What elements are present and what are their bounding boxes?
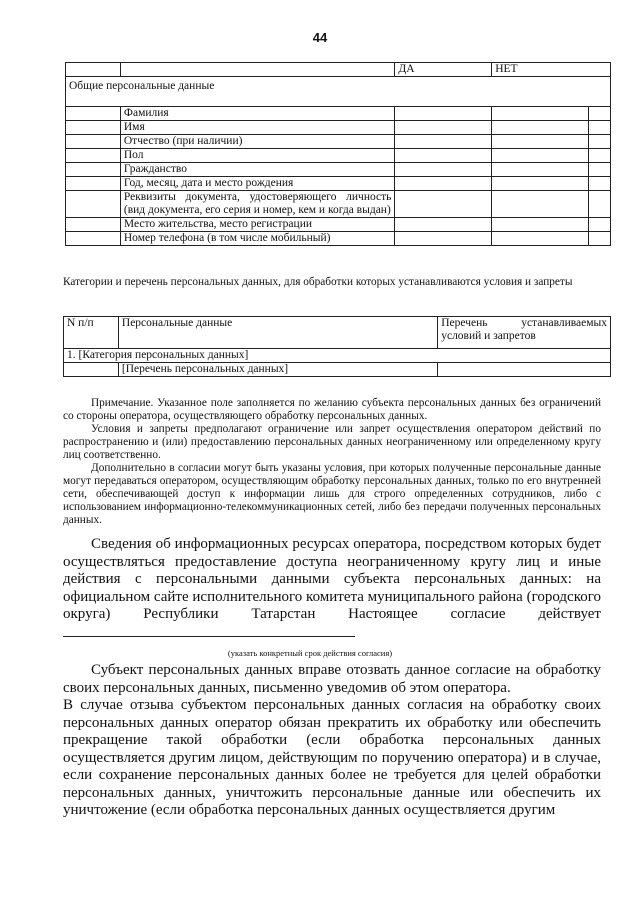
table-row-label: Пол	[120, 149, 395, 163]
yes-cell[interactable]	[395, 218, 492, 232]
table-row-label: Гражданство	[120, 163, 395, 177]
no-cell[interactable]	[492, 163, 589, 177]
table-row-label: Фамилия	[120, 107, 395, 121]
revoke-paragraph: Субъект персональных данных вправе отозвать данное согласие на обработку своих персональных данных, письменно уведомив об этом оператора.	[63, 662, 601, 696]
no-cell[interactable]	[492, 232, 589, 246]
yes-cell[interactable]	[395, 121, 492, 135]
conditions-table	[63, 316, 611, 377]
additional-paragraph: Дополнительно в согласии могут быть указаны условия, при которых полученные персональные данные могут передаваться оператором, осуществляющим обработку персональных данных, только по его внутренней сети, обеспечивающей доступ к информации лишь для строго определенных сотрудников, либо с использованием информационно-телекоммуникационных сетей, либо без передачи полученных персональных данных.	[63, 462, 601, 526]
yes-column-header: ДА	[395, 63, 492, 77]
table-row-label: Место жительства, место регистрации	[120, 218, 395, 232]
no-cell[interactable]	[492, 135, 589, 149]
data-column-header: Персональные данные	[118, 317, 437, 349]
note-paragraph: Примечание. Указанное поле заполняется по желанию субъекта персональных данных без ограничений со стороны оператора, осуществляющего обработку персональных данных.	[63, 397, 601, 422]
table-row-label: Номер телефона (в том числе мобильный)	[120, 232, 395, 246]
no-cell[interactable]	[492, 149, 589, 163]
conditions-paragraph: Условия и запреты предполагают ограничение или запрет осуществления оператором действий по распространению и (или) предоставлению персональных данных неограниченному или определенному кругу лиц соответственно.	[63, 423, 601, 461]
personal-data-table	[65, 62, 611, 246]
table-row-label: Реквизиты документа, удостоверяющего личность (вид документа, его серия и номер, кем и когда выдан)	[120, 191, 395, 218]
number-column-header: N п/п	[64, 317, 119, 349]
no-cell[interactable]	[492, 218, 589, 232]
validity-period-field[interactable]	[63, 624, 355, 637]
yes-cell[interactable]	[395, 135, 492, 149]
yes-cell[interactable]	[395, 149, 492, 163]
table-row-label: Имя	[120, 121, 395, 135]
conditions-column-header: Перечень устанавливаемых условий и запретов	[438, 317, 611, 349]
category-row: 1. [Категория персональных данных]	[64, 349, 611, 363]
section-title: Общие персональные данные	[66, 77, 611, 107]
yes-cell[interactable]	[395, 163, 492, 177]
withdraw-paragraph: В случае отзыва субъектом персональных данных согласия на обработку своих персональных данных оператор обязан прекратить их обработку или обеспечить прекращение такой обработки (если обработка персональных данных осуществляется другим лицом, действующим по поручению оператора) и в случае, если сохранение персональных данных более не требуется для целей обработки персональных данных, уничтожить персональные данные или обеспечить их уничтожение (если обработка персональных данных осуществляется другим	[63, 697, 601, 818]
yes-cell[interactable]	[395, 177, 492, 191]
yes-cell[interactable]	[395, 107, 492, 121]
no-column-header: НЕТ	[492, 63, 611, 77]
no-cell[interactable]	[492, 177, 589, 191]
no-cell[interactable]	[492, 121, 589, 135]
table-row-label: Отчество (при наличии)	[120, 135, 395, 149]
page-number: 44	[312, 30, 328, 45]
table-row-label: Год, месяц, дата и место рождения	[120, 177, 395, 191]
list-row: [Перечень персональных данных]	[118, 363, 437, 377]
categories-heading: Категории и перечень персональных данных, для обработки которых устанавливаются условия и запреты	[63, 276, 573, 288]
validity-caption: (указать конкретный срок действия согласия)	[227, 648, 393, 658]
yes-cell[interactable]	[395, 191, 492, 218]
resources-text: Сведения об информационных ресурсах оператора, посредством которых будет осуществляться предоставление доступа неограниченному кругу лиц и иные действия с персональными данными субъекта персональных данных: на официальном сайте исполнительного комитета муниципального района (городского округа) Республики Татарстан Настоящее согласие действует	[63, 536, 602, 622]
yes-cell[interactable]	[395, 232, 492, 246]
resources-paragraph	[63, 536, 601, 642]
no-cell[interactable]	[492, 107, 589, 121]
no-cell[interactable]	[492, 191, 589, 218]
